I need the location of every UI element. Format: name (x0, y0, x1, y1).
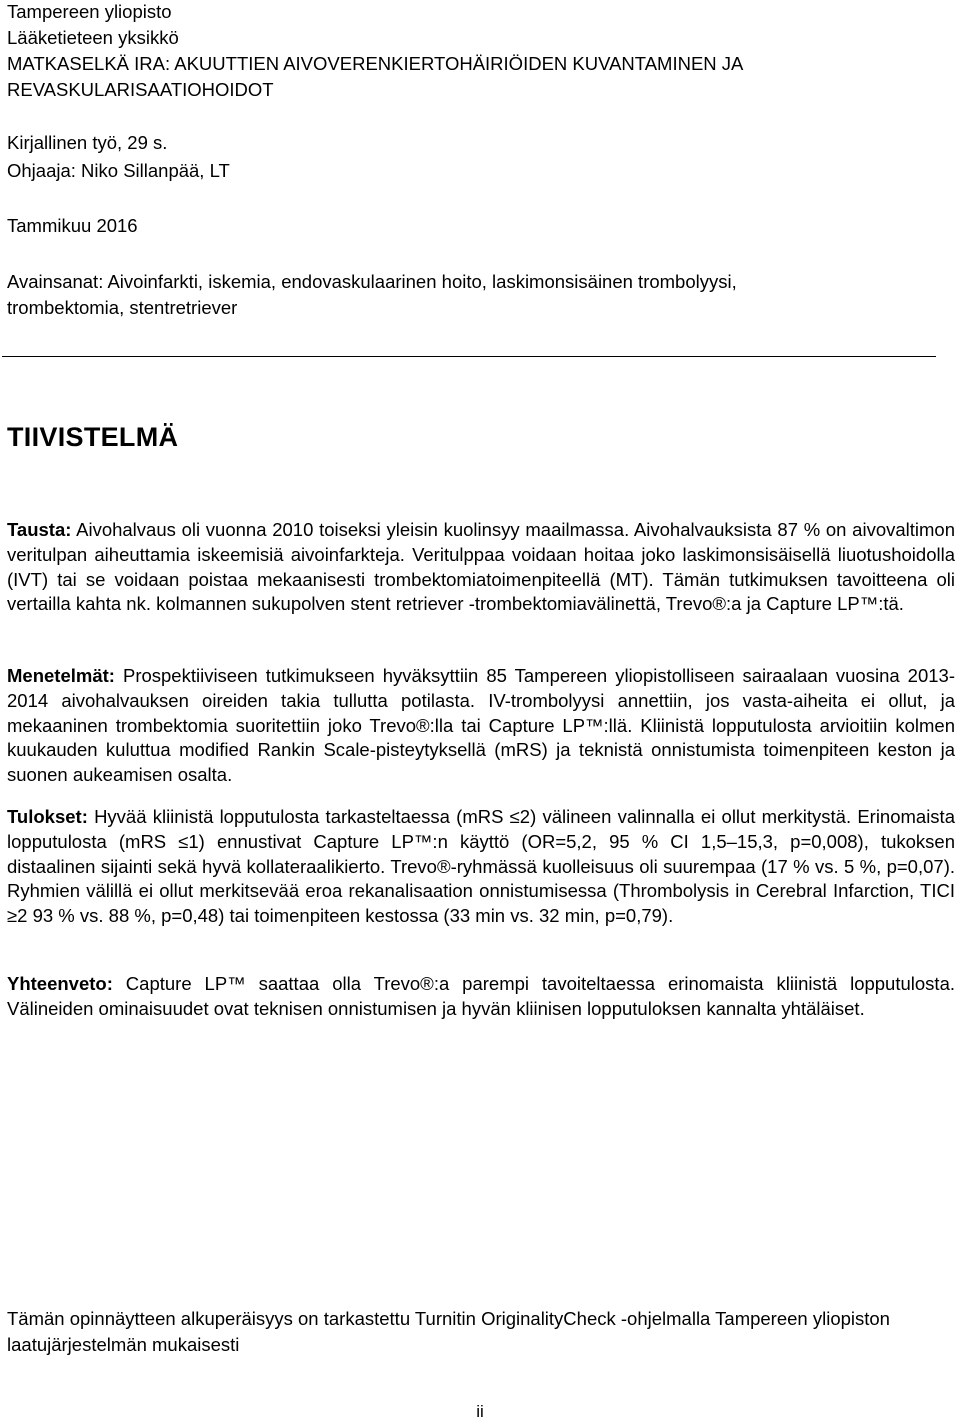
page-number: ii (476, 1402, 484, 1421)
header-university: Tampereen yliopisto (7, 1, 172, 22)
methods-text: Prospektiiviseen tutkimukseen hyväksyttiin 85 Tampereen yliopistolliseen sairaalaan vuosina 2013-2014 aivohalvauksen oireiden takia tullutta potilasta. IV-trombolyysi annettiin, jos vasta-aiheita ei ollut, ja mekaaninen trombektomia suoritettiin joko Trevo®:lla tai Capture LP™:llä. Kliinistä lopputulosta arvioitiin kolmen kuukauden kuluttua modified Rankin Scale-pisteytyksellä (mRS) ja teknistä onnistumista toimenpiteen keston ja suonen aukeamisen osalta. (7, 665, 955, 786)
conclusion-text: Capture LP™ saattaa olla Trevo®:a parempi tavoiteltaessa erinomaista kliinistä lopputulosta. Välineiden ominaisuudet ovat teknisen onnistumisen ja hyvän kliinisen lopputuloksen kannalta yhtäläiset. (7, 973, 955, 1019)
header-supervisor: Ohjaaja: Niko Sillanpää, LT (7, 160, 230, 181)
background-label: Tausta: (7, 519, 72, 540)
header-title-cont: REVASKULARISAATIOHOIDOT (7, 79, 274, 100)
header-work-type: Kirjallinen työ, 29 s. (7, 132, 168, 153)
originality-note: Tämän opinnäytteen alkuperäisyys on tarkastettu Turnitin OriginalityCheck -ohjelmalla Tampereen yliopiston laatujärjestelmän mukaisesti (7, 1308, 890, 1355)
header-keywords-cont: trombektomia, stentretriever (7, 297, 238, 318)
abstract-background (7, 518, 955, 617)
background-text: Aivohalvaus oli vuonna 2010 toiseksi yleisin kuolinsyy maailmassa. Aivohalvauksista 87 % on aivovaltimon veritulpan aiheuttamia iskeemisiä aivoinfarkteja. Veritulppaa voidaan hoitaa joko laskimonsisäisellä liuotushoidolla (IVT) tai se voidaan poistaa mekaanisesti trombektomiatoimenpiteellä (MT). Tämän tutkimuksen tavoitteena oli vertailla kahta nk. kolmannen sukupolven stent retriever -trombektomiavälinettä, Trevo®:a ja Capture LP™:tä. (7, 519, 955, 615)
abstract-heading: TIIVISTELMÄ (7, 422, 179, 452)
conclusion-label: Yhteenveto: (7, 973, 113, 994)
abstract-methods (7, 664, 955, 788)
methods-label: Menetelmät: (7, 665, 115, 686)
header-date: Tammikuu 2016 (7, 215, 138, 236)
results-text: Hyvää kliinistä lopputulosta tarkasteltaessa (mRS ≤2) välineen valinnalla ei ollut merkitystä. Erinomaista lopputulosta (mRS ≤1) ennustivat Capture LP™:n käyttö (OR=5,2, 95 % CI 1,5–15,3, p=0,008), tukoksen distaalinen sijainti sekä hyvä kollateraalikierto. Trevo®-ryhmässä kuolleisuus oli suurempaa (17 % vs. 5 %, p=0,07). Ryhmien välillä ei ollut merkitsevää eroa rekanalisaation onnistumisessa (Thrombolysis in Cerebral Infarction, TICI ≥2 93 % vs. 88 %, p=0,48) tai toimenpiteen kestossa (33 min vs. 32 min, p=0,79). (7, 806, 955, 927)
results-label: Tulokset: (7, 806, 88, 827)
abstract-conclusion (7, 972, 955, 1022)
header-author-title: MATKASELKÄ IRA: AKUUTTIEN AIVOVERENKIERTOHÄIRIÖIDEN KUVANTAMINEN JA (7, 53, 744, 74)
abstract-results (7, 805, 955, 929)
header-keywords: Avainsanat: Aivoinfarkti, iskemia, endovaskulaarinen hoito, laskimonsisäinen trombolyysi, (7, 271, 737, 292)
horizontal-rule (2, 356, 936, 357)
header-unit: Lääketieteen yksikkö (7, 27, 179, 48)
